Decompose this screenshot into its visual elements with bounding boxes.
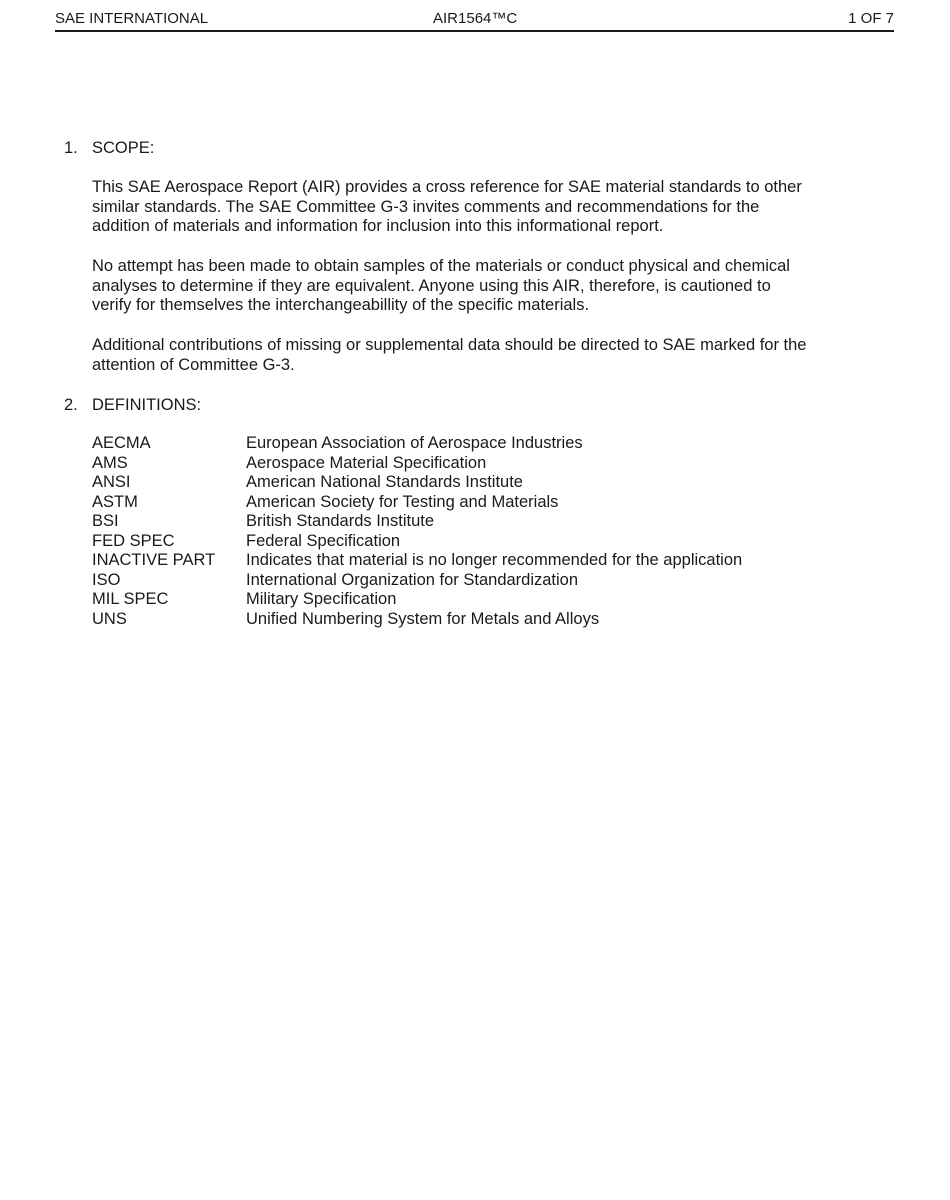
section-heading-scope — [64, 138, 154, 158]
page-number: 1 OF 7 — [848, 10, 894, 27]
definition-row — [92, 512, 742, 532]
definition-description: European Association of Aerospace Industries — [246, 434, 583, 452]
definition-description: Military Specification — [246, 590, 397, 608]
scope-paragraph-1: This SAE Aerospace Report (AIR) provides a cross reference for SAE material standards to other similar standards. The SAE Committee G-3 invites comments and recommendations for the addition of materials and information for inclusion into this informational report. — [92, 178, 802, 235]
definition-term: FED SPEC — [92, 531, 175, 550]
section-number: 1. — [64, 139, 78, 157]
section-number: 2. — [64, 396, 78, 414]
definition-description: Federal Specification — [246, 531, 401, 550]
organization-name: SAE INTERNATIONAL — [55, 10, 209, 27]
scope-paragraph-3: Additional contributions of missing or supplemental data should be directed to SAE marked for the attention of Committee G-3. — [92, 336, 807, 374]
section-heading-definitions — [64, 395, 201, 415]
definition-row — [92, 590, 742, 610]
definition-description: American Society for Testing and Materials — [246, 492, 559, 511]
definition-description: American National Standards Institute — [246, 473, 523, 491]
definition-row — [92, 532, 742, 552]
definition-row — [92, 551, 742, 571]
definition-term: BSI — [92, 512, 119, 530]
definition-term: ANSI — [92, 473, 131, 491]
definition-row — [92, 571, 742, 591]
definition-term: AMS — [92, 453, 128, 472]
definition-description: Aerospace Material Specification — [246, 453, 487, 472]
definition-term: UNS — [92, 609, 127, 628]
definition-term: AECMA — [92, 434, 151, 452]
definition-row — [92, 473, 742, 493]
definition-row — [92, 493, 742, 513]
definitions-list — [92, 434, 742, 629]
definition-term: INACTIVE PART — [92, 551, 216, 569]
definition-term: ASTM — [92, 492, 138, 511]
page-header — [55, 9, 894, 32]
scope-paragraph-2: No attempt has been made to obtain samples of the materials or conduct physical and chemical analyses to determine if they are equivalent. Anyone using this AIR, therefore, is cautioned to verify for themselves the interchangeabillity of the specific materials. — [92, 257, 790, 314]
definition-row — [92, 454, 742, 474]
definition-term: ISO — [92, 570, 121, 589]
section-title: SCOPE: — [92, 139, 155, 157]
definition-description: British Standards Institute — [246, 512, 435, 530]
definition-term: MIL SPEC — [92, 590, 169, 608]
document-number: AIR1564™C — [433, 10, 518, 27]
definition-description: Indicates that material is no longer recommended for the application — [246, 551, 743, 569]
definition-description: International Organization for Standardization — [246, 570, 579, 589]
definition-description: Unified Numbering System for Metals and Alloys — [246, 609, 600, 628]
definition-row — [92, 434, 742, 454]
section-title: DEFINITIONS: — [92, 396, 202, 414]
definition-row — [92, 610, 742, 630]
